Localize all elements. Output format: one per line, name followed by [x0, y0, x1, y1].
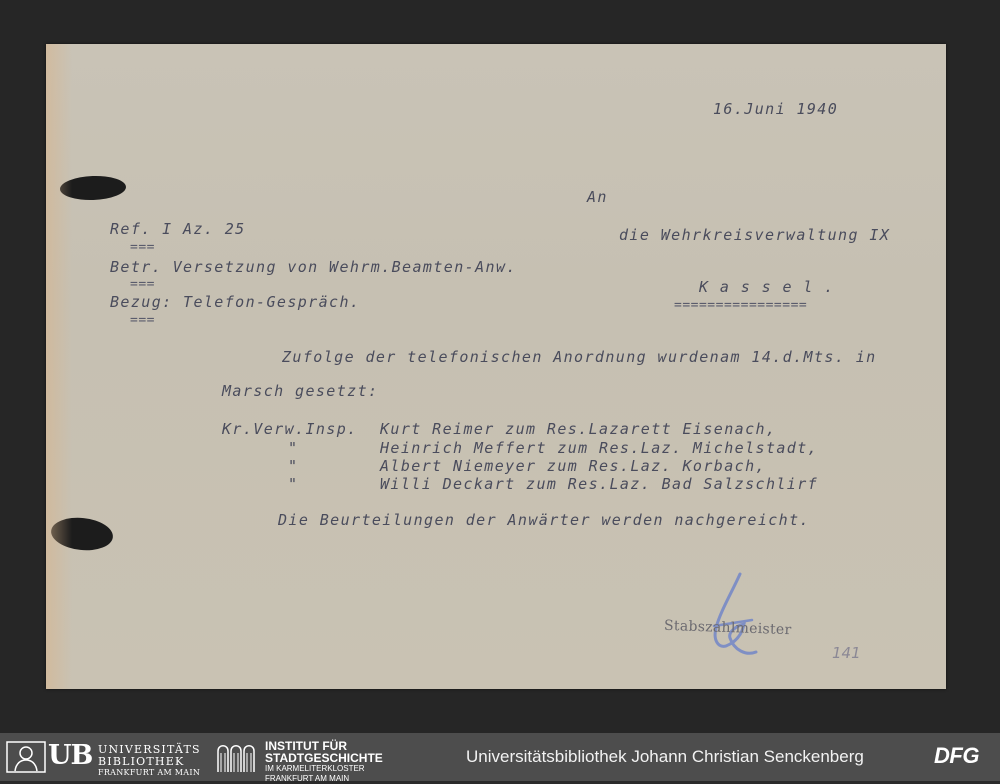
- posting-text-1: Kurt Reimer zum Res.Lazarett Eisenach,: [380, 420, 777, 438]
- ub-logo-letters: UB: [48, 740, 93, 771]
- library-name: Universitätsbibliothek Johann Christian Senckenberg: [466, 747, 864, 766]
- separator-2: ===: [130, 277, 155, 292]
- body-line-2: Marsch gesetzt:: [222, 382, 379, 400]
- isg-line-2: STADTGESCHICHTE: [265, 751, 383, 765]
- subject-line: Betr. Versetzung von Wehrm.Beamten-Anw.: [110, 258, 517, 276]
- isg-line-1: INSTITUT FÜR: [265, 739, 347, 753]
- recipient-prefix: An: [587, 188, 608, 206]
- posting-text-2: Heinrich Meffert zum Res.Laz. Michelstadt,: [380, 439, 819, 457]
- posting-prefix-2: ": [288, 439, 299, 457]
- city-underline: ================: [674, 298, 808, 313]
- posting-prefix-1: Kr.Verw.Insp.: [222, 420, 358, 438]
- body-line-1: Zufolge der telefonischen Anordnung wurdenam 14.d.Mts. in: [282, 348, 877, 366]
- ub-portrait-icon: [6, 741, 46, 773]
- dfg-logo: DFG: [934, 743, 979, 768]
- ub-line-3: FRANKFURT AM MAIN: [98, 768, 201, 777]
- ub-line-1: UNIVERSITÄTS: [98, 743, 201, 756]
- recipient-name: die Wehrkreisverwaltung IX: [619, 226, 891, 244]
- footer-bar: [0, 733, 1000, 781]
- basis-line: Bezug: Telefon-Gespräch.: [110, 293, 361, 311]
- isg-logo-text: [265, 740, 383, 784]
- separator-3: ===: [130, 313, 155, 328]
- posting-text-4: Willi Deckart zum Res.Laz. Bad Salzschlirf: [380, 475, 819, 493]
- handwritten-signature: [706, 566, 766, 662]
- posting-prefix-3: ": [288, 457, 299, 475]
- isg-line-3: IM KARMELITERKLOSTER: [265, 764, 365, 773]
- ub-line-2: BIBLIOTHEK: [98, 755, 185, 768]
- stamp-title: Stabszahlmeister: [663, 617, 792, 639]
- punch-hole-top: [60, 175, 127, 201]
- separator-1: ===: [130, 240, 155, 255]
- page-number: 141: [832, 644, 861, 662]
- letter-date: 16.Juni 1940: [713, 100, 839, 118]
- punch-hole-bottom: [49, 515, 114, 553]
- closing-line: Die Beurteilungen der Anwärter werden nachgereicht.: [278, 511, 810, 529]
- isg-line-4: FRANKFURT AM MAIN: [265, 774, 350, 783]
- posting-prefix-4: ": [288, 475, 299, 493]
- letter-page: [46, 44, 946, 689]
- reference-line: Ref. I Az. 25: [110, 220, 246, 238]
- recipient-city: K a s s e l .: [699, 278, 835, 296]
- ub-logo-text: [98, 744, 201, 778]
- posting-text-3: Albert Niemeyer zum Res.Laz. Korbach,: [380, 457, 766, 475]
- isg-columns-icon: [216, 741, 258, 773]
